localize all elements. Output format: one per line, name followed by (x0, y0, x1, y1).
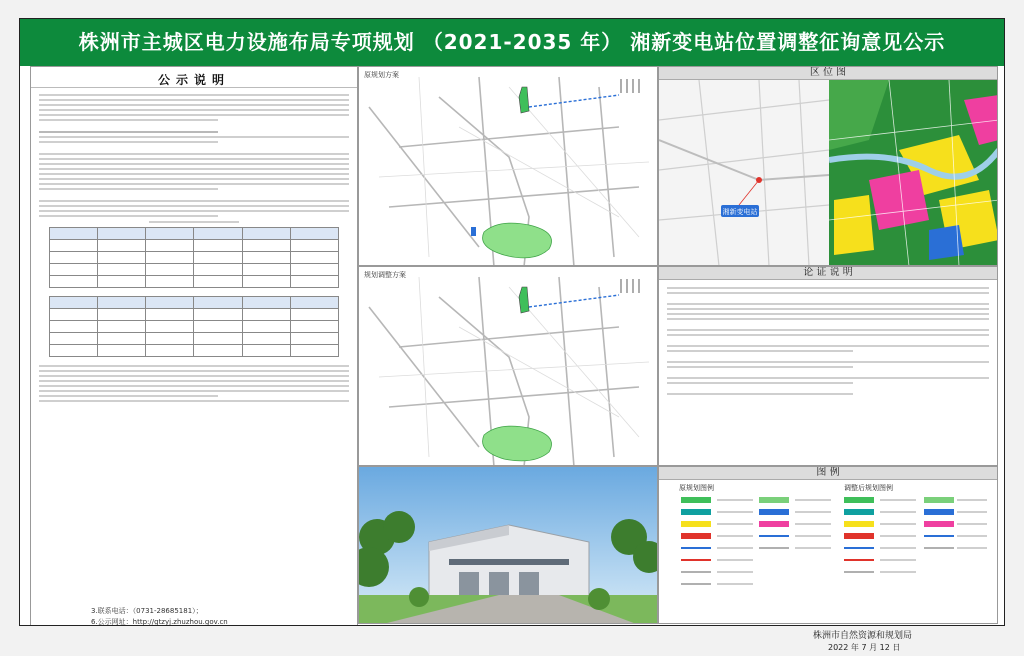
demonstration-title: 论 证 说 明 (659, 267, 997, 280)
adjusted-plan-map (358, 266, 658, 466)
substation-rendering (359, 467, 658, 624)
legend-swatch (681, 533, 711, 539)
adjusted-plan-label: 规划调整方案 (364, 271, 406, 279)
demonstration-panel (658, 266, 998, 466)
location-panel (658, 66, 998, 266)
legend-line (681, 583, 711, 585)
legend-title: 图 例 (659, 467, 997, 480)
legend-swatch (681, 509, 711, 515)
main-indicators-title (31, 221, 357, 223)
legend-line (681, 571, 711, 573)
issuing-authority: 株洲市自然资源和规划局 (813, 631, 913, 641)
legend-swatch (681, 497, 711, 503)
legend-current-head: 原规划图例 (679, 484, 714, 492)
adjusted-plan-drawing (359, 267, 658, 466)
current-plan-drawing (359, 67, 658, 266)
notice-section-title: 公示说明 (31, 67, 357, 88)
current-plan-map (358, 66, 658, 266)
location-title: 区 位 图 (659, 67, 997, 80)
legend-panel (658, 466, 998, 624)
location-street-map (659, 80, 829, 266)
legend-adjusted-head: 调整后规划图例 (844, 484, 893, 492)
indicator-table-current (49, 227, 339, 288)
legend-swatch (681, 521, 711, 527)
legend-line (681, 547, 711, 549)
issue-date: 2022 年 7 月 12 日 (828, 643, 901, 652)
current-plan-label: 原规划方案 (364, 71, 399, 79)
contact-phone: 3.联系电话：（0731-28685181）； (91, 607, 203, 615)
notice-board (19, 18, 1005, 626)
location-pin-label: 湘新变电站 (722, 208, 758, 216)
page-title: 株洲市主城区电力设施布局专项规划 （2021-2035 年） 湘新变电站位置调整征询意见公示 (20, 19, 1004, 66)
location-zoning-map (829, 80, 998, 266)
indicator-table-adjusted (49, 296, 339, 357)
contact-website: 6.公示网址：http://gtzyj.zhuzhou.gov.cn (91, 618, 228, 626)
rendering-panel (358, 466, 658, 624)
notice-text-panel (30, 66, 358, 626)
legend-line (681, 559, 711, 561)
